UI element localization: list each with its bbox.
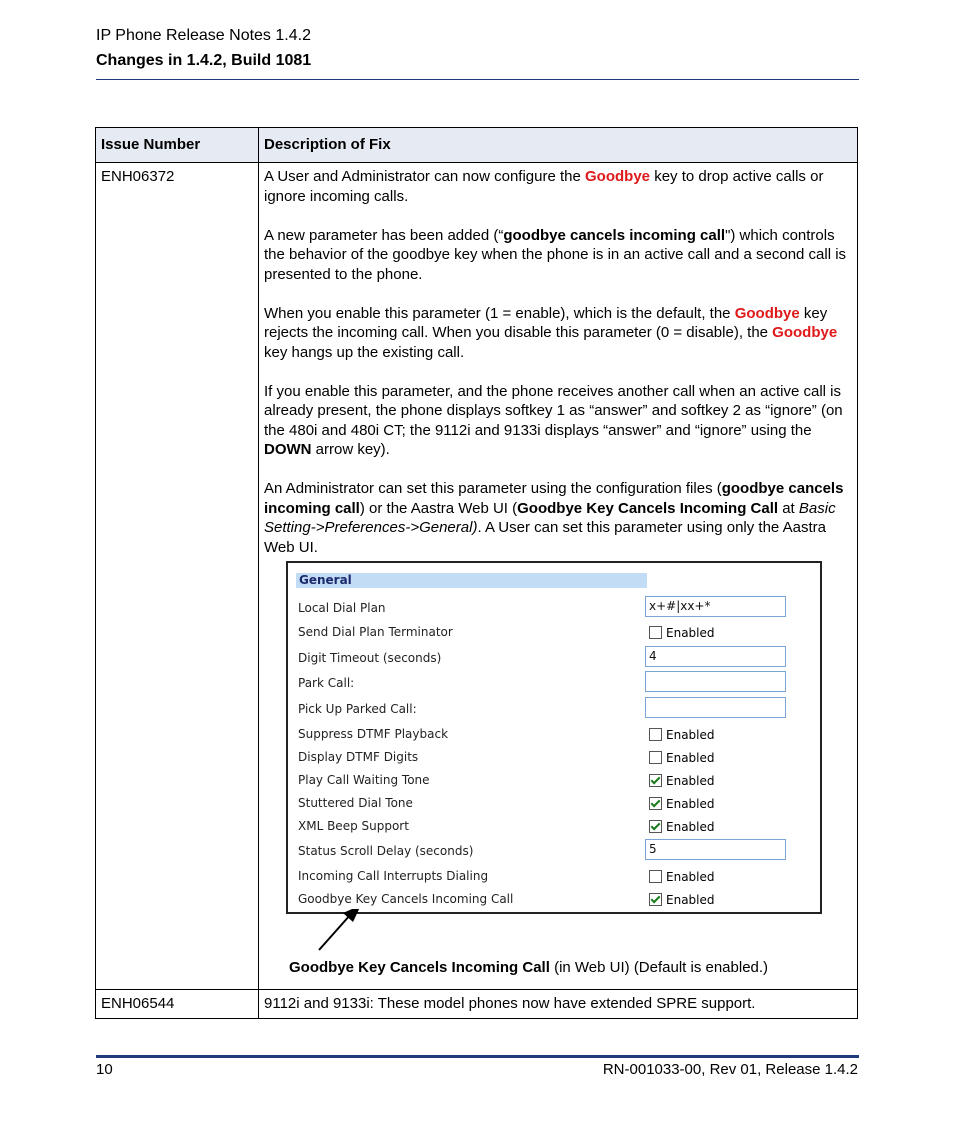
col-desc-header: Description of Fix (259, 128, 858, 163)
header-rule (96, 79, 859, 80)
desc-paragraph: A new parameter has been added (“goodbye cancels incoming call") which controls the behavior of the goodbye key when the phone is in an active call and a second call is presented to the phone. (264, 226, 847, 283)
setting-park-call: Park Call: (298, 674, 798, 696)
setting-call-waiting-tone: Play Call Waiting Tone Enabled (298, 773, 715, 788)
header-subtitle: Changes in 1.4.2, Build 1081 (96, 52, 312, 69)
callout-arrow (264, 914, 852, 958)
desc-paragraph: A User and Administrator can now configure the Goodbye key to drop active calls or ignore incoming calls. (264, 168, 824, 205)
setting-digit-timeout: Digit Timeout (seconds) 4 (298, 649, 798, 671)
issue-cell: ENH06544 (96, 989, 259, 1019)
setting-incoming-interrupts: Incoming Call Interrupts Dialing Enabled (298, 869, 715, 884)
pickup-parked-input[interactable] (645, 697, 786, 718)
web-ui-screenshot (286, 561, 822, 914)
document-id: RN-001033-00, Rev 01, Release 1.4.2 (602, 1061, 858, 1078)
local-dial-plan-input[interactable]: x+#|xx+* (645, 596, 786, 617)
col-issue-header: Issue Number (96, 128, 259, 163)
setting-display-dtmf: Display DTMF Digits Enabled (298, 750, 715, 765)
setting-local-dial-plan: Local Dial Plan x+#|xx+* (298, 599, 798, 621)
stuttered-tone-checkbox[interactable] (649, 797, 662, 810)
goodbye-cancels-checkbox[interactable] (649, 893, 662, 906)
desc-paragraph: An Administrator can set this parameter using the configuration files (goodbye cancels incoming call) or the Aastra Web UI (Goodbye Key Cancels Incoming Call at Basic Setting->Preferences->General). A User can set this parameter using only the Aastra Web UI. (264, 480, 844, 556)
desc-cell (259, 163, 858, 990)
table-row (96, 989, 858, 1019)
setting-xml-beep: XML Beep Support Enabled (298, 819, 715, 834)
display-dtmf-checkbox[interactable] (649, 751, 662, 764)
desc-paragraph: When you enable this parameter (1 = enable), which is the default, the Goodbye key rejects the incoming call. When you disable this parameter (0 = disable), the Goodbye key hangs up the existing call. (264, 304, 838, 361)
setting-pickup-parked: Pick Up Parked Call: (298, 700, 798, 722)
page-number: 10 (96, 1061, 113, 1078)
desc-cell: 9112i and 9133i: These model phones now have extended SPRE support. (259, 989, 858, 1019)
table-header-row (96, 128, 858, 163)
fix-table (95, 127, 858, 1019)
setting-goodbye-cancels: Goodbye Key Cancels Incoming Call Enabled (298, 892, 715, 907)
suppress-dtmf-checkbox[interactable] (649, 728, 662, 741)
call-waiting-tone-checkbox[interactable] (649, 774, 662, 787)
footer-rule (96, 1055, 859, 1058)
header-title: IP Phone Release Notes 1.4.2 (96, 27, 311, 44)
setting-send-terminator: Send Dial Plan Terminator Enabled (298, 625, 715, 640)
issue-cell: ENH06372 (96, 163, 259, 990)
section-header-general: General (296, 573, 647, 588)
xml-beep-checkbox[interactable] (649, 820, 662, 833)
incoming-interrupts-checkbox[interactable] (649, 870, 662, 883)
digit-timeout-input[interactable]: 4 (645, 646, 786, 667)
arrow-icon (269, 909, 389, 959)
status-scroll-input[interactable]: 5 (645, 839, 786, 860)
setting-suppress-dtmf: Suppress DTMF Playback Enabled (298, 727, 715, 742)
table-row (96, 163, 858, 990)
setting-stuttered-tone: Stuttered Dial Tone Enabled (298, 796, 715, 811)
park-call-input[interactable] (645, 671, 786, 692)
desc-paragraph: If you enable this parameter, and the phone receives another call when an active call is already present, the phone displays softkey 1 as “answer” and softkey 2 as “ignore” (on the 480i and 480i CT; the 9112i and 9133i displays “answer” and “ignore” using the DOWN arrow key). (264, 382, 843, 458)
setting-status-scroll: Status Scroll Delay (seconds) 5 (298, 842, 798, 864)
screenshot-caption: Goodbye Key Cancels Incoming Call (in Web UI) (Default is enabled.) (289, 959, 769, 976)
send-terminator-checkbox[interactable] (649, 626, 662, 639)
